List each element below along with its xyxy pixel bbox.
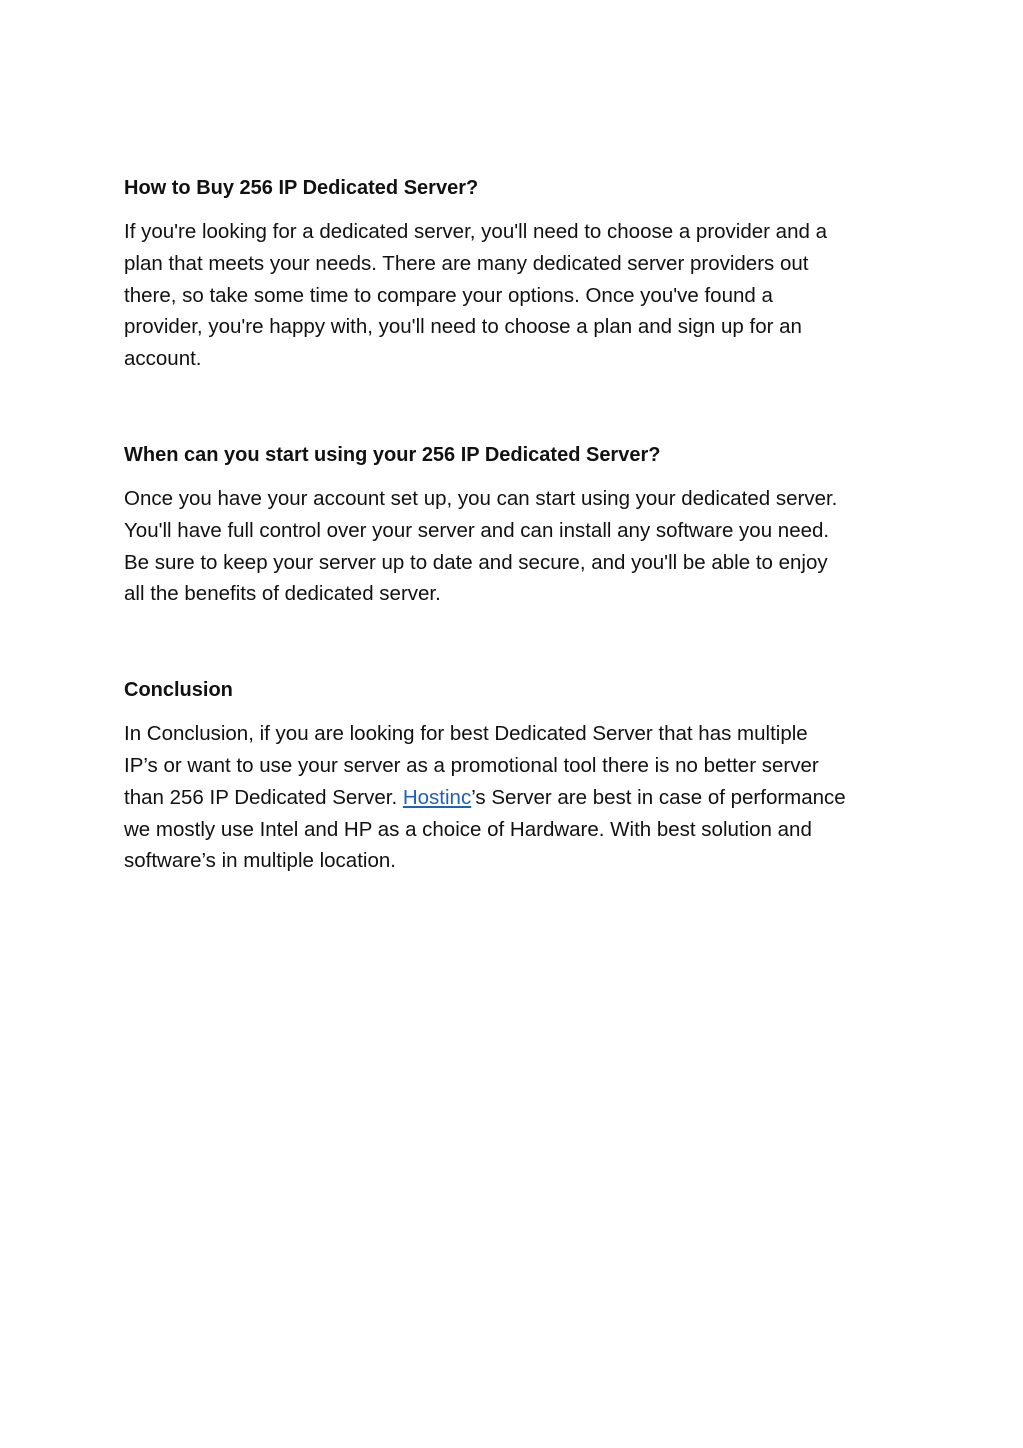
section-how-to-buy [124, 172, 899, 375]
section-heading: When can you start using your 256 IP Dedicated Server? [124, 443, 661, 466]
hostinc-link[interactable]: Hostinc [402, 785, 472, 809]
paragraph-line: Once you have your account set up, you can start using your dedicated server. [124, 486, 838, 510]
paragraph-line: account. [124, 347, 202, 371]
document-content [124, 172, 899, 877]
section-heading: Conclusion [124, 679, 233, 702]
paragraph-line: we mostly use Intel and HP as a choice of Hardware. With best solution and [124, 817, 812, 841]
paragraph-line: In Conclusion, if you are looking for best Dedicated Server that has multiple [124, 722, 808, 746]
paragraph-line: IP’s or want to use your server as a promotional tool there is no better server [124, 753, 819, 777]
line-text: than 256 IP Dedicated Server. [124, 785, 403, 809]
paragraph-line: Be sure to keep your server up to date and secure, and you'll be able to enjoy [124, 550, 828, 574]
paragraph-line: If you're looking for a dedicated server, you'll need to choose a provider and a [124, 220, 827, 243]
section-paragraph [124, 216, 899, 375]
section-heading: How to Buy 256 IP Dedicated Server? [124, 177, 479, 199]
section-when-start [124, 439, 899, 610]
section-paragraph [124, 483, 899, 610]
paragraph-line: software’s in multiple location. [124, 849, 396, 873]
paragraph-line: plan that meets your needs. There are many dedicated server providers out [124, 251, 809, 275]
section-paragraph [124, 718, 899, 877]
paragraph-line: provider, you're happy with, you'll need to choose a plan and sign up for an [124, 315, 802, 339]
paragraph-line: all the benefits of dedicated server. [124, 582, 441, 606]
paragraph-line: You'll have full control over your server and can install any software you need. [124, 518, 830, 542]
paragraph-line [124, 782, 899, 814]
section-conclusion [124, 674, 899, 877]
paragraph-line: there, so take some time to compare your options. Once you've found a [124, 283, 773, 307]
line-text: ’s Server are best in case of performance [471, 785, 846, 809]
